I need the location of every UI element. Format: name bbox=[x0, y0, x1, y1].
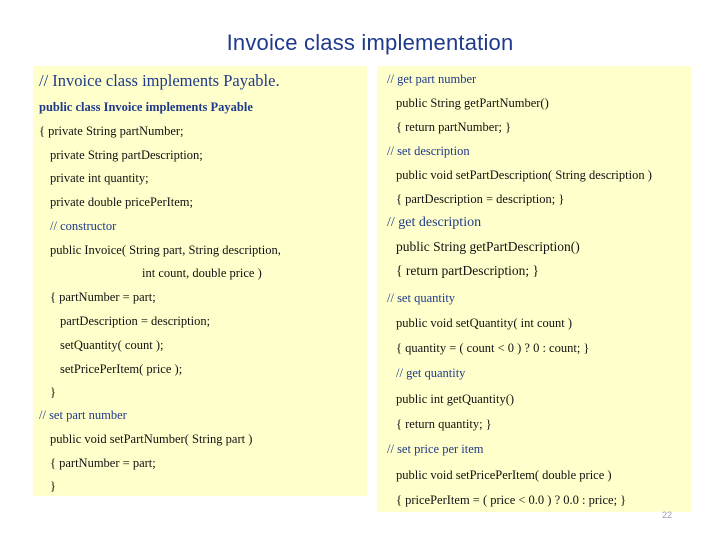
field-part-number: { private String partNumber; bbox=[39, 124, 184, 138]
constructor-body-4: setPricePerItem( price ); bbox=[60, 362, 183, 376]
set-price-signature: public void setPricePerItem( double price ) bbox=[396, 468, 612, 482]
set-description-body: { partDescription = description; } bbox=[396, 192, 565, 206]
set-description-comment: // set description bbox=[387, 144, 470, 158]
constructor-comment: // constructor bbox=[50, 219, 117, 233]
get-description-comment: // get description bbox=[387, 215, 482, 230]
set-quantity-signature: public void setQuantity( int count ) bbox=[396, 316, 573, 330]
right-code-panel bbox=[377, 66, 691, 512]
constructor-signature-1: public Invoice( String part, String description, bbox=[50, 243, 281, 257]
set-quantity-body: { quantity = ( count < 0 ) ? 0 : count; } bbox=[396, 341, 590, 355]
get-description-body: { return partDescription; } bbox=[396, 263, 540, 278]
set-description-signature: public void setPartDescription( String description ) bbox=[396, 168, 652, 182]
get-quantity-comment: // get quantity bbox=[396, 366, 466, 380]
class-comment: // Invoice class implements Payable. bbox=[39, 71, 280, 90]
get-quantity-signature: public int getQuantity() bbox=[396, 392, 515, 406]
constructor-signature-2: int count, double price ) bbox=[142, 266, 262, 280]
field-price-per-item: private double pricePerItem; bbox=[50, 195, 193, 209]
set-part-number-signature: public void setPartNumber( String part ) bbox=[50, 432, 253, 446]
set-part-number-close: } bbox=[50, 479, 56, 493]
set-price-comment: // set price per item bbox=[387, 442, 484, 456]
set-quantity-comment: // set quantity bbox=[387, 291, 456, 305]
get-part-number-body: { return partNumber; } bbox=[396, 120, 512, 134]
get-quantity-body: { return quantity; } bbox=[396, 417, 492, 431]
page-number: 22 bbox=[662, 510, 673, 520]
field-quantity: private int quantity; bbox=[50, 171, 149, 185]
field-part-description: private String partDescription; bbox=[50, 148, 203, 162]
left-code-panel bbox=[33, 66, 367, 496]
get-description-signature: public String getPartDescription() bbox=[396, 239, 580, 254]
get-part-number-signature: public String getPartNumber() bbox=[396, 96, 549, 110]
constructor-body-3: setQuantity( count ); bbox=[60, 338, 164, 352]
slide-title: Invoice class implementation bbox=[226, 30, 514, 55]
set-price-body: { pricePerItem = ( price < 0.0 ) ? 0.0 : price; } bbox=[396, 493, 627, 507]
constructor-body-2: partDescription = description; bbox=[60, 314, 211, 328]
constructor-close: } bbox=[50, 385, 56, 399]
get-part-number-comment: // get part number bbox=[387, 72, 477, 86]
set-part-number-comment: // set part number bbox=[39, 408, 127, 422]
constructor-body-1: { partNumber = part; bbox=[50, 290, 156, 304]
set-part-number-body: { partNumber = part; bbox=[50, 456, 156, 470]
class-declaration: public class Invoice implements Payable bbox=[39, 100, 253, 114]
